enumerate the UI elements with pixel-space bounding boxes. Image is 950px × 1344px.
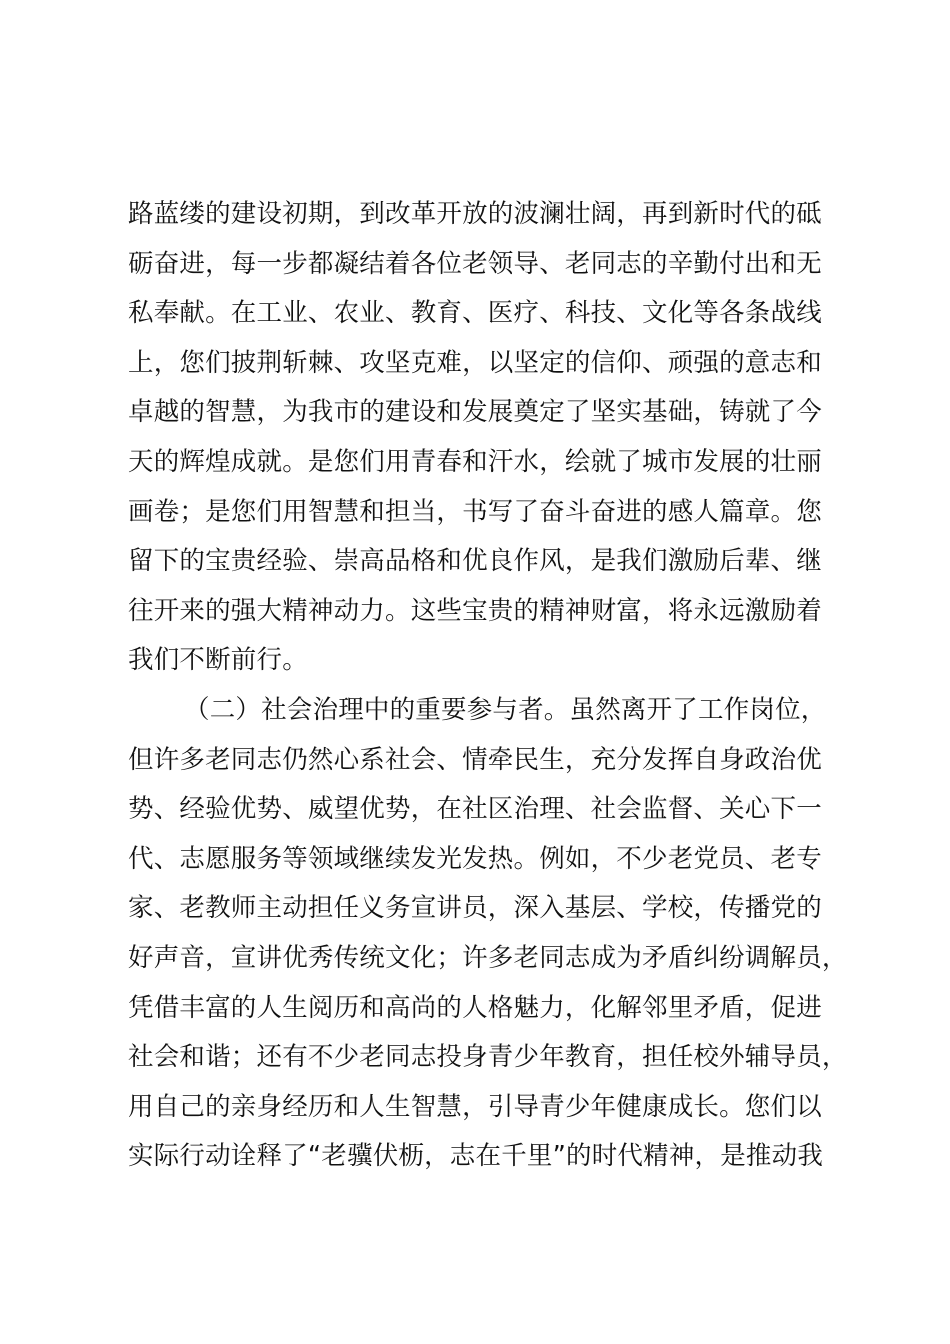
text-line: 实际行动诠释了“老骥伏枥，志在千里”的时代精神，是推动我 <box>128 1141 824 1172</box>
text-line: 凭借丰富的人生阅历和高尚的人格魅力，化解邻里矛盾，促进 <box>128 992 822 1023</box>
text-line: 往开来的强大精神动力。这些宝贵的精神财富，将永远激励着 <box>128 595 822 626</box>
section-heading-line: （二）社会治理中的重要参与者。虽然离开了工作岗位， <box>184 694 827 725</box>
paragraph-1 <box>128 190 828 686</box>
text-line: 好声音，宣讲优秀传统文化；许多老同志成为矛盾纠纷调解员， <box>128 942 848 973</box>
text-line: 卓越的智慧，为我市的建设和发展奠定了坚实基础，铸就了今 <box>128 397 822 428</box>
text-line: 画卷；是您们用智慧和担当，书写了奋斗奋进的感人篇章。您 <box>128 496 822 527</box>
text-line: 我们不断前行。 <box>128 645 308 676</box>
paragraph-2 <box>128 686 848 1182</box>
text-line: 但许多老同志仍然心系社会、情牵民生，充分发挥自身政治优 <box>128 744 822 775</box>
text-line: 代、志愿服务等领域继续发光发热。例如，不少老党员、老专 <box>128 843 822 874</box>
document-body <box>128 190 848 1182</box>
text-line: 社会和谐；还有不少老同志投身青少年教育，担任校外辅导员， <box>128 1042 848 1073</box>
text-line: 用自己的亲身经历和人生智慧，引导青少年健康成长。您们以 <box>128 1091 822 1122</box>
text-line: 路蓝缕的建设初期，到改革开放的波澜壮阔，再到新时代的砥 <box>128 199 822 229</box>
text-line: 家、老教师主动担任义务宣讲员，深入基层、学校，传播党的 <box>128 893 822 924</box>
text-line: 天的辉煌成就。是您们用青春和汗水，绘就了城市发展的壮丽 <box>128 446 822 477</box>
text-line: 势、经验优势、威望优势，在社区治理、社会监督、关心下一 <box>128 794 822 825</box>
text-line: 留下的宝贵经验、崇高品格和优良作风，是我们激励后辈、继 <box>128 546 822 577</box>
text-line: 上，您们披荆斩棘、攻坚克难，以坚定的信仰、顽强的意志和 <box>128 347 822 378</box>
text-line: 私奉献。在工业、农业、教育、医疗、科技、文化等各条战线 <box>128 298 822 329</box>
text-line: 砺奋进，每一步都凝结着各位老领导、老同志的辛勤付出和无 <box>128 248 822 279</box>
